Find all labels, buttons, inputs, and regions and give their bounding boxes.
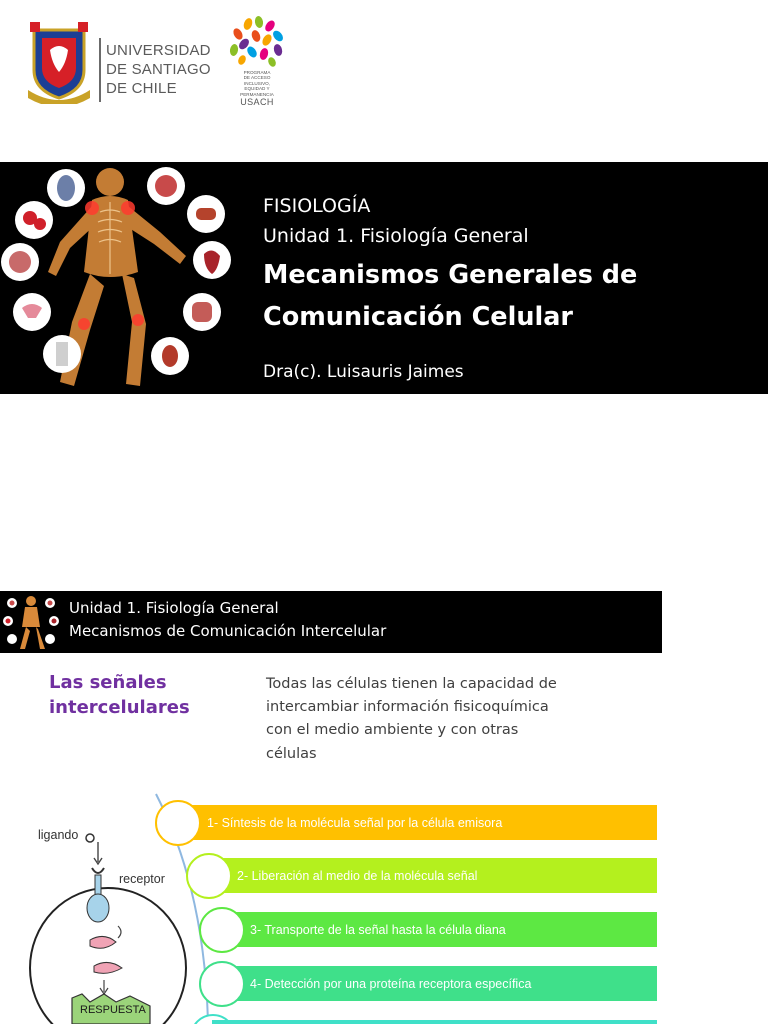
heading-line-1: Las señales xyxy=(49,672,167,693)
section-body-text xyxy=(266,673,586,766)
slide2-subtitle: Mecanismos de Comunicación Intercelular xyxy=(69,622,387,640)
step-4-circle xyxy=(199,961,245,1007)
heading-line-2: intercelulares xyxy=(49,697,190,718)
step-bar-5 xyxy=(212,1020,657,1024)
step-2-circle xyxy=(186,853,232,899)
body-line-2: intercambiar información fisicoquímica xyxy=(266,699,549,716)
program-line-3: INCLUSIVO, xyxy=(243,80,271,86)
body-line-1: Todas las células tienen la capacidad de xyxy=(266,676,557,692)
step-1-text: 1- Síntesis de la molécula señal por la célula emisora xyxy=(207,815,503,830)
program-line-2: DE ACCESO xyxy=(243,75,271,81)
author-name: Dra(c). Luisauris Jaimes xyxy=(263,362,464,382)
usach-crest-icon xyxy=(26,20,92,104)
logo-header xyxy=(0,0,768,130)
step-4-text: 4- Detección por una proteína receptora específica xyxy=(250,976,532,991)
course-subject: FISIOLOGÍA xyxy=(263,195,371,217)
body-line-4: células xyxy=(266,745,317,762)
title-line-2: Comunicación Celular xyxy=(263,302,574,332)
cell-signaling-diagram xyxy=(0,780,768,1024)
university-line-2: DE SANTIAGO xyxy=(106,61,211,78)
step-3-text: 3- Transporte de la señal hasta la célula diana xyxy=(250,922,506,937)
program-text xyxy=(232,70,282,107)
university-line-1: UNIVERSIDAD xyxy=(106,42,211,59)
slide2-header xyxy=(0,591,662,653)
response-label: RESPUESTA xyxy=(80,1004,146,1016)
program-line-4: EQUIDAD Y xyxy=(244,86,270,92)
body-line-3: con el medio ambiente y con otras xyxy=(266,722,519,739)
title-line-1: Mecanismos Generales de xyxy=(263,260,638,290)
program-line-5: PERMANENCIA xyxy=(240,91,274,97)
university-line-3: DE CHILE xyxy=(106,80,177,97)
receptor-label: receptor xyxy=(119,872,165,886)
step-1-circle xyxy=(155,800,201,846)
section-heading xyxy=(49,670,249,720)
slide2-unit-title: Unidad 1. Fisiología General xyxy=(69,599,279,617)
title-slide xyxy=(0,162,768,394)
human-anatomy-illustration xyxy=(0,162,232,394)
university-name xyxy=(106,41,211,98)
human-anatomy-thumbnail xyxy=(0,591,62,653)
presentation-title xyxy=(263,254,743,338)
step-bar-4 xyxy=(222,966,657,1001)
program-line-1: PROGRAMA xyxy=(243,70,271,75)
step-2-text: 2- Liberación al medio de la molécula señal xyxy=(237,868,478,883)
step-bar-2 xyxy=(209,858,657,893)
unit-title: Unidad 1. Fisiología General xyxy=(263,225,529,247)
step-3-circle xyxy=(199,907,245,953)
logo-divider xyxy=(99,38,101,102)
step-bar-3 xyxy=(222,912,657,947)
program-name: USACH xyxy=(240,97,274,108)
ligand-label: ligando xyxy=(38,828,79,842)
step-bar-1 xyxy=(178,805,657,840)
